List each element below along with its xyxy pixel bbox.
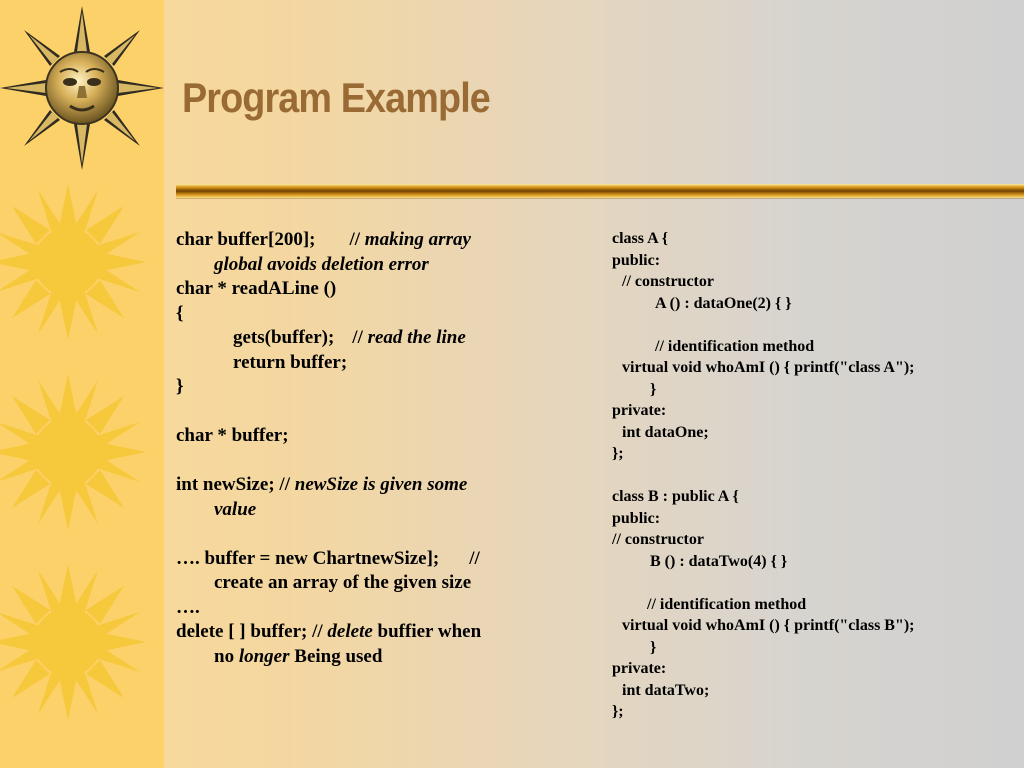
code-comment-italic: global avoids deletion error xyxy=(214,253,429,275)
code-line: class A { xyxy=(612,230,669,247)
code-line xyxy=(176,228,566,253)
code-line xyxy=(176,571,566,596)
code-line xyxy=(176,596,566,621)
code-line xyxy=(176,473,566,498)
code-text: no xyxy=(214,645,239,667)
code-line: } xyxy=(650,638,657,656)
code-line: // constructor xyxy=(622,273,714,290)
code-text: gets(buffer); xyxy=(233,327,335,348)
page-title: Program Example xyxy=(182,74,490,121)
code-line: // constructor xyxy=(612,531,704,548)
code-line: }; xyxy=(612,445,624,462)
code-line: } xyxy=(650,380,657,398)
code-text: char buffer[200]; xyxy=(176,229,316,250)
code-text: …. xyxy=(176,596,200,618)
code-text: delete [ ] buffer; // xyxy=(176,621,328,642)
code-comment-italic: delete xyxy=(327,621,373,642)
code-line xyxy=(612,465,1012,487)
code-line: // identification method xyxy=(655,337,815,355)
code-line: virtual void whoAmI () { printf("class B"); xyxy=(622,617,915,634)
code-comment: // xyxy=(352,327,368,348)
code-text: buffier when xyxy=(372,621,482,642)
code-text: } xyxy=(176,376,184,397)
code-line: private: xyxy=(612,402,667,419)
sun-face-icon xyxy=(0,6,164,170)
code-line: B () : dataTwo(4) { } xyxy=(650,552,788,570)
sun-icon xyxy=(0,374,146,530)
code-line xyxy=(176,645,566,670)
code-comment: // xyxy=(349,229,365,250)
code-line xyxy=(176,424,566,449)
code-line: virtual void whoAmI () { printf("class A"); xyxy=(622,359,915,376)
right-code-block xyxy=(612,228,1012,723)
code-text: …. buffer = new ChartnewSize]; xyxy=(176,547,440,569)
code-line xyxy=(176,351,566,376)
code-comment-italic: longer xyxy=(238,645,290,667)
code-line xyxy=(176,620,566,645)
code-text: return buffer; xyxy=(233,351,348,373)
sun-sidebar-art xyxy=(0,0,164,768)
code-text: char * buffer; xyxy=(176,425,289,446)
left-code-block xyxy=(176,228,566,669)
code-line xyxy=(176,375,566,400)
sun-icon xyxy=(0,184,146,340)
code-text: Being used xyxy=(289,645,383,667)
code-line: int dataOne; xyxy=(622,423,709,441)
code-line xyxy=(176,498,566,523)
sun-icon xyxy=(0,564,146,720)
code-line xyxy=(176,302,566,327)
code-text: int newSize; // xyxy=(176,474,295,495)
sun-sidebar xyxy=(0,0,164,768)
code-line: }; xyxy=(612,703,624,720)
code-line: private: xyxy=(612,660,667,677)
code-text: create an array of the given size xyxy=(214,572,472,593)
code-line: public: xyxy=(612,251,661,269)
code-line: public: xyxy=(612,509,661,527)
code-text: { xyxy=(176,302,184,324)
code-comment-italic: read the line xyxy=(367,327,466,348)
code-line xyxy=(176,326,566,351)
code-comment-italic: value xyxy=(214,498,257,520)
code-line: A () : dataOne(2) { } xyxy=(655,294,792,312)
code-comment-italic: making array xyxy=(364,229,471,250)
title-divider xyxy=(176,184,1024,198)
code-line xyxy=(612,314,1012,336)
code-line: int dataTwo; xyxy=(622,681,710,699)
code-line xyxy=(176,253,566,278)
code-line xyxy=(176,547,566,572)
code-line: // identification method xyxy=(647,595,807,613)
code-line xyxy=(176,277,566,302)
code-comment-italic: newSize is given some xyxy=(294,474,468,495)
code-line xyxy=(612,572,1012,594)
code-line: class B : public A { xyxy=(612,488,739,505)
code-comment: // xyxy=(469,547,480,569)
code-text: char * readALine () xyxy=(176,278,337,299)
